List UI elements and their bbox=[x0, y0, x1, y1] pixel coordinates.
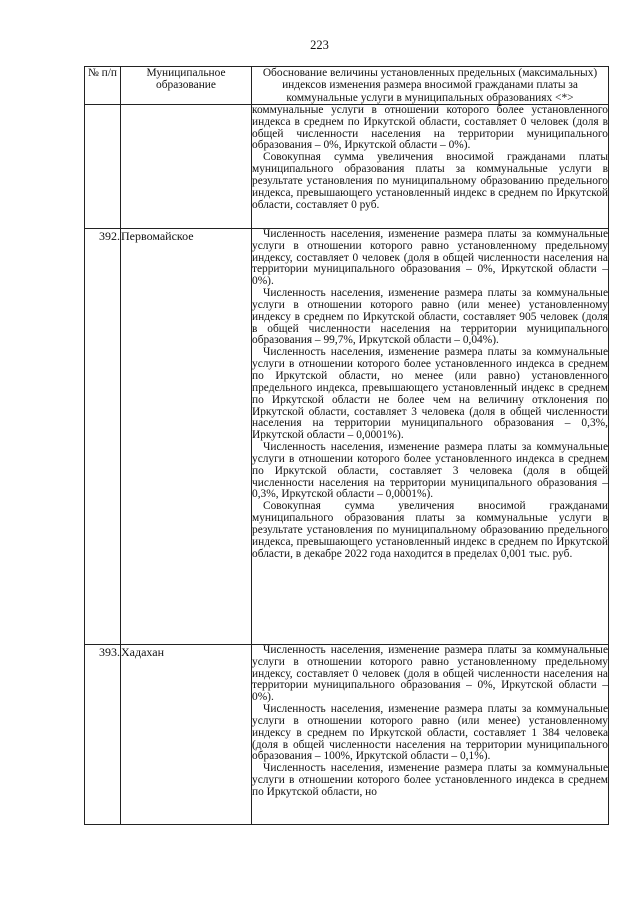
justification-text bbox=[252, 228, 609, 644]
header-municipality: Муниципальное образование bbox=[121, 67, 252, 105]
table-row bbox=[85, 644, 609, 824]
row-number: 392. bbox=[85, 228, 121, 644]
paragraph: Численность населения, изменение размера платы за коммунальные услуги в отношении которого более установленного индекса в среднем по Иркутской области, составляет 3 человека (доля в общей численности населения на территории муниципального образования – 0,3%, Иркутской области – 0,0001%). bbox=[252, 441, 608, 501]
page-number: 223 bbox=[310, 38, 329, 52]
header-justification: Обоснование величины установленных предельных (максимальных) индексов изменения размера вносимой гражданами платы за коммунальные услуги в муниципальных образованиях <*> bbox=[252, 67, 609, 105]
table-row bbox=[85, 228, 609, 644]
header-number: № п/п bbox=[85, 67, 121, 105]
paragraph: Численность населения, изменение размера платы за коммунальные услуги в отношении которого равно установленному предельному индексу, составляет 0 человек (доля в общей численности населения на территории муниципального образования – 0%, Иркутской области – 0%). bbox=[252, 227, 608, 288]
paragraph: Численность населения, изменение размера платы за коммунальные услуги в отношении которого равно установленному предельному индексу, составляет 0 человек (доля в общей численности населения на территории муниципального образования – 0%, Иркутской области – 0%). bbox=[252, 643, 608, 704]
table-header-row bbox=[85, 67, 609, 105]
paragraph: Совокупная сумма увеличения вносимой гражданами платы муниципального образования платы за коммунальные услуги в результате установления по муниципальному образованию предельного индекса, превышающего установленный индекс в среднем по Иркутской области, составляет 0 руб. bbox=[252, 151, 608, 211]
paragraph: Совокупная сумма увеличения вносимой гражданами муниципального образования платы за коммунальные услуги в результате установления по муниципальному образованию предельного индекса, превышающего установленный индекс в среднем по Иркутской области, в декабре 2022 года находится в пределах 0,001 тыс. руб. bbox=[252, 500, 608, 560]
table-row bbox=[85, 104, 609, 228]
paragraph: коммунальные услуги в отношении которого более установленного индекса в среднем по Иркутской области, составляет 0 человек (доля в общей численности населения на территории муниципального образования – 0%, Иркутской области – 0%). bbox=[252, 103, 608, 152]
municipality-name: Хадахан bbox=[121, 644, 252, 824]
row-number bbox=[85, 104, 121, 228]
paragraph: Численность населения, изменение размера платы за коммунальные услуги в отношении которого равно (или менее) установленному индексу в среднем по Иркутской области, составляет 1 384 человека (доля в общей численности населения на территории муниципального образования – 100%, Иркутской области – 0,1%). bbox=[252, 703, 608, 763]
justification-text bbox=[252, 644, 609, 824]
index-justification-table bbox=[84, 66, 609, 825]
paragraph: Численность населения, изменение размера платы за коммунальные услуги в отношении которого более установленного индекса в среднем по Иркутской области, но менее (или равно) установленного предельного индекса, превышающего установленный индекс в среднем по Иркутской области не более чем на величину отклонения по Иркутской области, составляет 3 человека (доля в общей численности населения на территории муниципального образования – 0,3%, Иркутской области – 0,0001%). bbox=[252, 346, 608, 442]
municipality-name bbox=[121, 104, 252, 228]
municipality-name: Первомайское bbox=[121, 228, 252, 644]
row-number: 393. bbox=[85, 644, 121, 824]
paragraph: Численность населения, изменение размера платы за коммунальные услуги в отношении которого равно (или менее) установленному индексу в среднем по Иркутской области, составляет 905 человек (доля в общей численности населения на территории муниципального образования – 99,7%, Иркутской области – 0,04%). bbox=[252, 287, 608, 347]
paragraph: Численность населения, изменение размера платы за коммунальные услуги в отношении которого более установленного индекса в среднем по Иркутской области, но bbox=[252, 762, 608, 799]
justification-text bbox=[252, 104, 609, 228]
